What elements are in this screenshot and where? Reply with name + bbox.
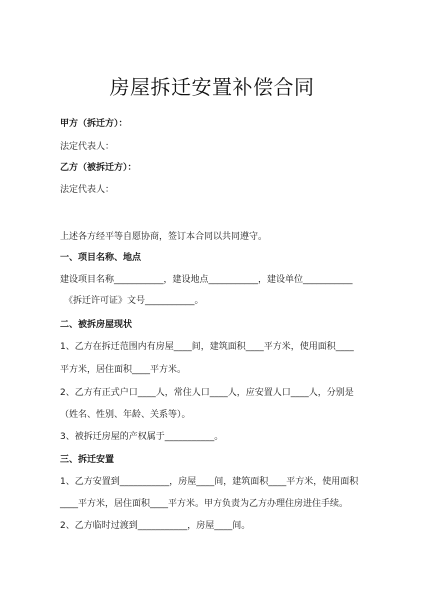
section-2-item-1a: 1、乙方在拆迁范围内有房屋____间，建筑面积____平方米，使用面积____ — [60, 342, 354, 352]
section-2-heading: 二、被拆房屋现状 — [60, 320, 133, 330]
party-b-heading: 乙方（被拆迁方）： — [60, 163, 137, 173]
section-3-item-1a: 1、乙方安置到___________，房屋____间，建筑面积____平方米，使用面积 — [60, 477, 359, 487]
section-2-item-2b: （姓名、性别、年龄、关系等）。 — [60, 410, 191, 420]
section-3-item-2: 2、乙方临时过渡到___________，房屋____间。 — [60, 521, 251, 531]
section-3-heading: 三、拆迁安置 — [60, 455, 115, 465]
section-2-item-2a: 2、乙方有正式户口____人，常住人口____人，应安置人口____人，分别是 — [60, 388, 354, 398]
party-a-heading: 甲方（拆迁方）： — [60, 119, 128, 129]
party-b-rep: 法定代表人： — [60, 185, 115, 195]
section-1-line-2: 《拆迁许可证》文号___________。 — [64, 296, 204, 306]
section-2-item-3: 3、被拆迁房屋的产权属于___________。 — [60, 432, 224, 442]
section-1-line-1: 建设项目名称___________，建设地点___________，建设单位___________ — [60, 275, 353, 285]
party-a-rep: 法定代表人： — [60, 142, 115, 152]
document-title: 房屋拆迁安置补偿合同 — [109, 75, 315, 99]
section-3-item-1b: ____平方米，居住面积____平方米。甲方负责为乙方办理住房进住手续。 — [60, 499, 349, 509]
section-1-heading: 一、项目名称、地点 — [60, 253, 142, 263]
preamble-text: 上述各方经平等自愿协商，签订本合同以共同遵守。 — [60, 232, 268, 242]
section-2-item-1b: 平方米，居住面积____平方米。 — [60, 365, 187, 375]
